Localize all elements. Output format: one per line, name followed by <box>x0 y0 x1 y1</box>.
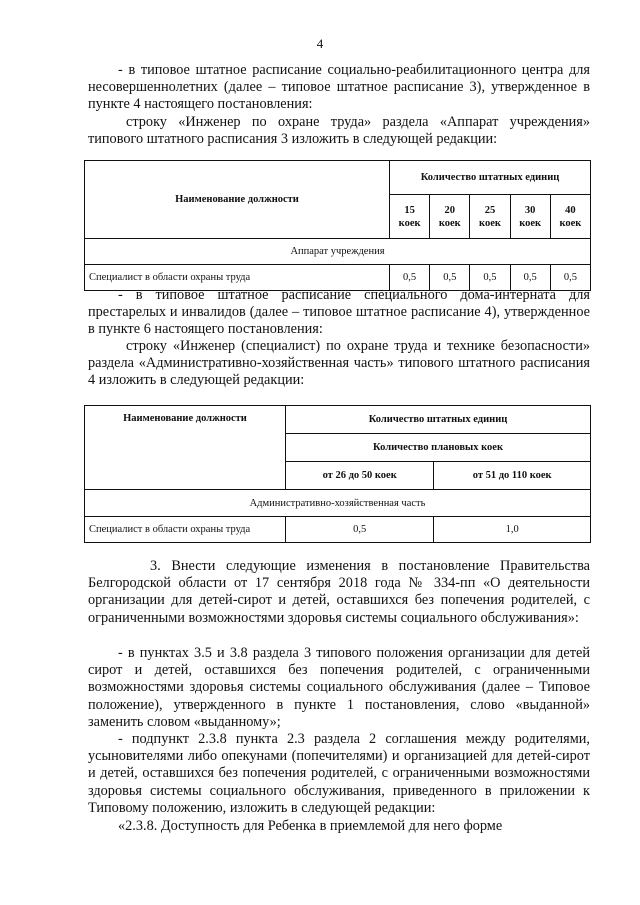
table3-value: 0,5 <box>550 265 590 291</box>
table3-beds-30: 30 коек <box>510 195 550 239</box>
table3-header-position: Наименование должности <box>85 161 390 239</box>
table4-value: 0,5 <box>286 517 434 543</box>
table3-value: 0,5 <box>390 265 430 291</box>
table4-range-51-110: от 51 до 110 коек <box>434 462 591 490</box>
table4-value: 1,0 <box>434 517 591 543</box>
table3-section: Аппарат учреждения <box>85 239 591 265</box>
paragraph-items-3-5-3-8: - в пунктах 3.5 и 3.8 раздела 3 типового положения организации для детей сирот и детей, оставшихся без попечения родителей, с ограниченными возможностями здоровья системы социального обслуживания (далее – Типовое положение), утвержденного в пункте 1 постановления, слово «выданной» заменить словом «выданному»; <box>88 645 590 730</box>
paragraph-engineer-line-4: строку «Инженер (специалист) по охране труда и технике безопасности» раздела «Административно-хозяйственная часть» типового штатного расписания 4 изложить в следующей редакции: <box>88 338 590 389</box>
table3-value: 0,5 <box>510 265 550 291</box>
paragraph-rehab-center: - в типовое штатное расписание социально-реабилитационного центра для несовершеннолетних (далее – типовое штатное расписание 3), утвержденное в пункте 4 настоящего постановления: <box>88 62 590 113</box>
table3-header-units: Количество штатных единиц <box>390 161 591 195</box>
table3-row-label: Специалист в области охраны труда <box>85 265 390 291</box>
table4-range-26-50: от 26 до 50 коек <box>286 462 434 490</box>
table3-beds-40: 40 коек <box>550 195 590 239</box>
table4-header-units: Количество штатных единиц <box>286 406 591 434</box>
table4-row-label: Специалист в области охраны труда <box>85 517 286 543</box>
paragraph-item-3: 3. Внести следующие изменения в постановление Правительства Белгородской области от 17 сентября 2018 года № 334-пп «О деятельности организации для детей-сирот и детей, оставшихся без попечения родителей, с ограниченными возможностями здоровья системы социального обслуживания»: <box>88 558 590 626</box>
paragraph-subitem-2-3-8: - подпункт 2.3.8 пункта 2.3 раздела 2 соглашения между родителями, усыновителями либо опекунами (попечителями) и организацией для детей-сирот и детей, оставшихся без попечения родителей, с ограниченными возможностями здоровья системы социального обслуживания, приведенного в приложении к Типовому положению, изложить в следующей редакции: <box>88 731 590 816</box>
table3-beds-25: 25 коек <box>470 195 510 239</box>
table4-header-position: Наименование должности <box>85 406 286 490</box>
paragraph-quote-2-3-8: «2.3.8. Доступность для Ребенка в приемлемой для него форме <box>118 818 503 834</box>
staff-table-4 <box>84 405 591 543</box>
table4-section: Административно-хозяйственная часть <box>85 490 591 517</box>
table3-beds-15: 15 коек <box>390 195 430 239</box>
table3-value: 0,5 <box>470 265 510 291</box>
table3-beds-20: 20 коек <box>430 195 470 239</box>
staff-table-3 <box>84 160 591 291</box>
paragraph-engineer-line-3: строку «Инженер по охране труда» раздела «Аппарат учреждения» типового штатного расписания 3 изложить в следующей редакции: <box>88 114 590 148</box>
page-number: 4 <box>316 36 324 51</box>
table4-header-planned: Количество плановых коек <box>286 434 591 462</box>
paragraph-nursing-home: - в типовое штатное расписание специального дома-интерната для престарелых и инвалидов (далее – типовое штатное расписание 4), утвержденное в пункте 6 настоящего постановления: <box>88 287 590 338</box>
table3-value: 0,5 <box>430 265 470 291</box>
